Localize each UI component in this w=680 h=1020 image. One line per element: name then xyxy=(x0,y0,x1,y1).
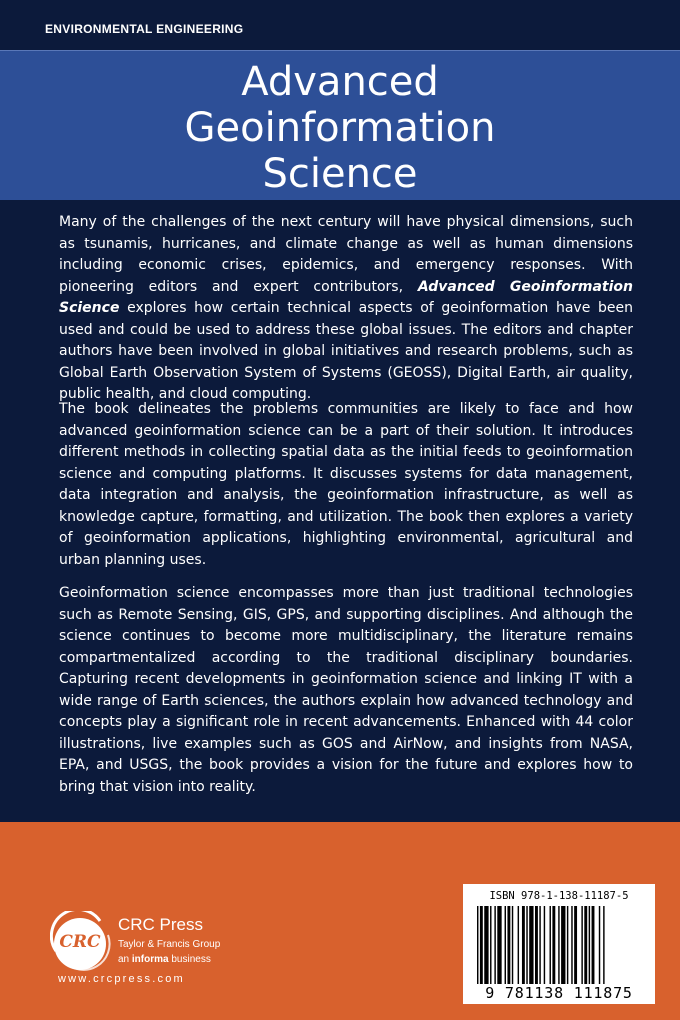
business-prefix: an xyxy=(118,954,132,965)
title-line-2: Geoinformation xyxy=(184,105,496,151)
book-title-emphasis: Advanced Geoinformation Science xyxy=(59,278,633,316)
barcode-bar xyxy=(574,906,577,984)
barcode-bar xyxy=(550,906,551,984)
top-bar xyxy=(0,0,680,50)
barcode-bar xyxy=(567,906,568,984)
barcode-bar xyxy=(512,906,513,984)
barcode-bar xyxy=(518,906,519,984)
title-line-1: Advanced xyxy=(241,59,439,105)
barcode-bar xyxy=(584,906,587,984)
barcode-bar xyxy=(571,906,572,984)
barcode-bar xyxy=(603,906,604,984)
series-label: ENVIRONMENTAL ENGINEERING xyxy=(45,22,244,36)
barcode-bar xyxy=(535,906,538,984)
description-area xyxy=(0,200,680,822)
informa-name: informa xyxy=(131,954,169,965)
barcode-bar xyxy=(497,906,501,984)
barcode-bar xyxy=(581,906,582,984)
paragraph-1-end: explores how certain technical aspects of geoinformation have been used and could be used to address these global issues. The editors and chapter authors have been involved in global initiatives and research problems, such as Global Earth Observation System of Systems (GEOSS), Digital Earth, air quality, public health, and cloud computing. xyxy=(59,300,633,402)
publisher-group: Taylor & Francis Group xyxy=(118,939,221,950)
barcode-bar xyxy=(552,906,555,984)
crc-logo-text: CRC xyxy=(59,932,101,952)
publisher-name: CRC Press xyxy=(118,915,204,934)
paragraph-1 xyxy=(59,212,633,406)
book-title xyxy=(0,59,680,197)
barcode-bar xyxy=(484,906,488,984)
isbn-label: ISBN 978-1-138-11187-5 xyxy=(489,890,629,902)
barcode-bar xyxy=(558,906,559,984)
paragraph-1-start: Many of the challenges of the next century will have physical dimensions, such as tsunamis, hurricanes, and climate change as well as human dimensions including economic crises, epidemics, and emergency responses. With pioneering editors and expert contributors, xyxy=(59,214,633,295)
barcode-bar xyxy=(507,906,510,984)
title-band xyxy=(0,50,680,201)
barcode-bar xyxy=(526,906,527,984)
barcode-bar xyxy=(539,906,540,984)
barcode-bar xyxy=(477,906,478,984)
paragraph-2: The book delineates the problems communities are likely to face and how advanced geoinformation science can be a part of their solution. It introduces different methods in collecting spatial data as the initial feeds to geoinformation science and computing platforms. It discusses systems for data management, data integration and analysis, the geoinformation infrastructure, as well as knowledge capture, formatting, and utilization. The book then explores a variety of geoinformation applications, highlighting environmental, agricultural and urban planning uses. xyxy=(59,401,633,568)
barcode-bar xyxy=(529,906,533,984)
publisher-url: www.crcpress.com xyxy=(58,973,185,985)
barcode-icon xyxy=(477,906,649,984)
business-suffix: business xyxy=(168,954,211,965)
barcode-bar xyxy=(480,906,483,984)
paragraph-3: Geoinformation science encompasses more than just traditional technologies such as Remote Sensing, GIS, GPS, and supporting disciplines. And although the science continues to become more multidisciplinary, the literature remains compartmentalized according to the traditional disciplinary boundaries. Capturing recent developments in geoinformation science and linking IT with a wide range of Earth sciences, the authors explain how advanced technology and concepts play a significant role in recent advancements. Enhanced with 44 color illustrations, live examples such as GOS and AirNow, and insights from NASA, EPA, and USGS, the book provides a vision for the future and explores how to bring that vision into reality. xyxy=(59,585,633,795)
barcode-bar xyxy=(505,906,506,984)
barcode-bar xyxy=(592,906,595,984)
barcode-bar xyxy=(490,906,491,984)
isbn-digits: 9 781138 111875 xyxy=(485,984,633,1002)
title-line-3: Science xyxy=(262,151,418,197)
barcode-bar xyxy=(599,906,600,984)
barcode-bar xyxy=(589,906,590,984)
barcode-box xyxy=(463,884,655,1004)
barcode-bar xyxy=(544,906,545,984)
barcode-bar xyxy=(561,906,565,984)
barcode-bar xyxy=(494,906,495,984)
barcode-bar xyxy=(522,906,525,984)
publisher-business xyxy=(118,954,211,965)
crc-logo xyxy=(54,918,106,970)
